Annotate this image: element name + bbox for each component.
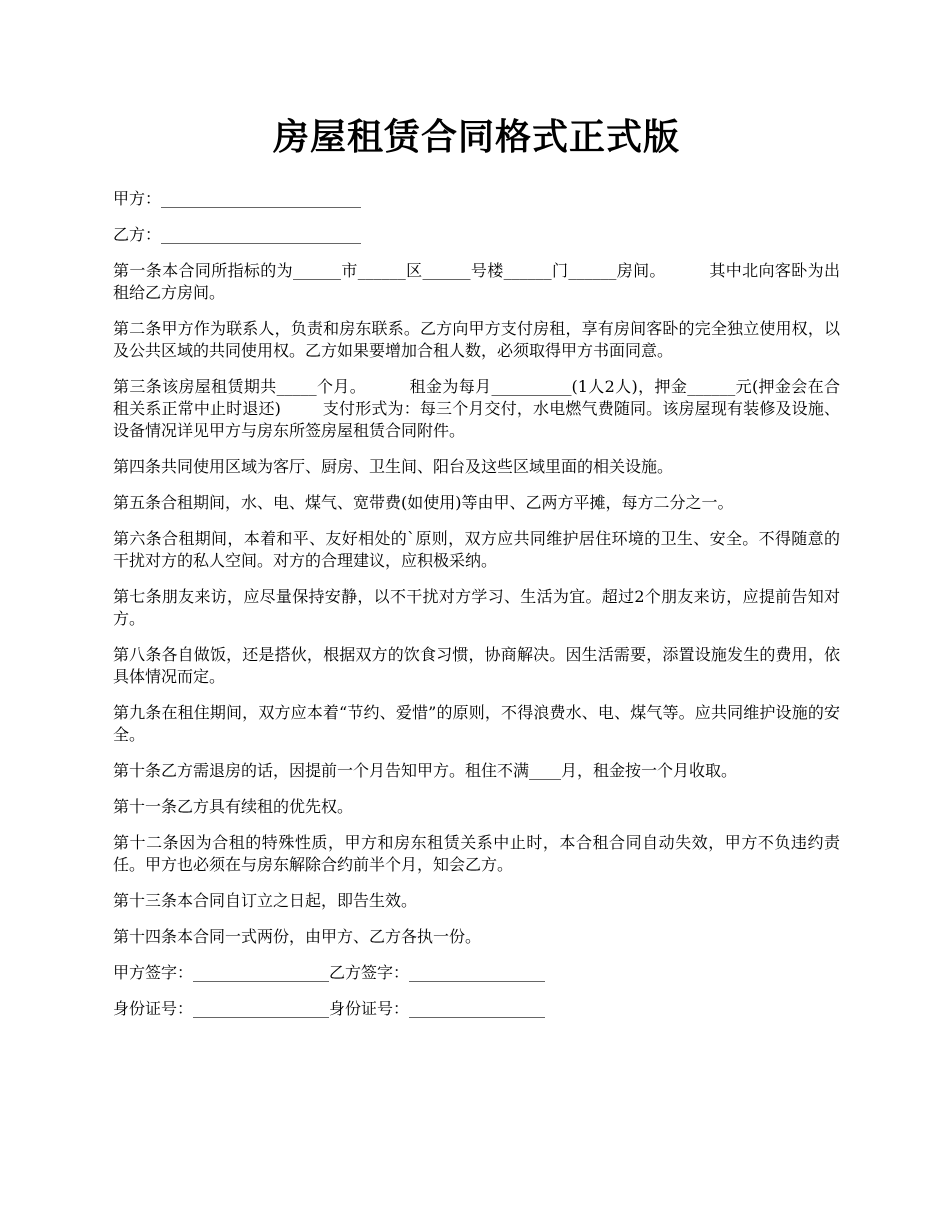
- clause-2: 第二条甲方作为联系人，负责和房东联系。乙方向甲方支付房租，享有房间客卧的完全独立使用权，以及公共区域的共同使用权。乙方如果要增加合租人数，必须取得甲方书面同意。: [113, 319, 840, 360]
- clause-4: 第四条共同使用区域为客厅、厨房、卫生间、阳台及这些区域里面的相关设施。: [113, 457, 674, 476]
- document-title: 房屋租赁合同格式正式版: [272, 116, 680, 158]
- clause-10: 第十条乙方需退房的话，因提前一个月告知甲方。租住不满____月，租金按一个月收取。: [113, 761, 738, 780]
- clause-14: 第十四条本合同一式两份，由甲方、乙方各执一份。: [113, 927, 482, 946]
- clause-1: 第一条本合同所指标的为______市______区______号楼______门______房间。 其中北向客卧为出租给乙方房间。: [113, 261, 840, 302]
- clause-11: 第十一条乙方具有续租的优先权。: [113, 797, 354, 816]
- clause-6: 第六条合租期间，本着和平、友好相处的`原则，双方应共同维护居住环境的卫生、安全。不得随意的干扰对方的私人空间。对方的合理建议，应积极采纳。: [113, 529, 840, 570]
- party-a-line: 甲方：_________________________: [113, 189, 362, 208]
- party-b-line: 乙方：_________________________: [113, 225, 362, 244]
- clause-12: 第十二条因为合租的特殊性质，甲方和房东租赁关系中止时，本合租合同自动失效，甲方不负违约责任。甲方也必须在与房东解除合约前半个月，知会乙方。: [113, 833, 840, 874]
- document-page: [113, 110, 840, 1034]
- clause-5: 第五条合租期间，水、电、煤气、宽带费(如使用)等由甲、乙两方平摊，每方二分之一。: [113, 493, 734, 512]
- clause-9: 第九条在租住期间，双方应本着“节约、爱惜”的原则，不得浪费水、电、煤气等。应共同维护设施的安全。: [113, 703, 840, 744]
- clause-13: 第十三条本合同自订立之日起，即告生效。: [113, 891, 418, 910]
- clause-3: 第三条该房屋租赁期共_____个月。 租金为每月__________(1人2人)，押金______元(押金会在合租关系正常中止时退还) 支付形式为：每三个月交付，水电燃气费随同。该房屋现有装修及设施、设备情况详见甲方与房东所签房屋租赁合同附件。: [113, 377, 840, 440]
- clause-7: 第七条朋友来访，应尽量保持安静，以不干扰对方学习、生活为宜。超过2个朋友来访，应提前告知对方。: [113, 587, 840, 628]
- clause-8: 第八条各自做饭，还是搭伙，根据双方的饮食习惯，协商解决。因生活需要，添置设施发生的费用，依具体情况而定。: [113, 645, 840, 686]
- id-number-line: 身份证号：_________________身份证号：_________________: [113, 999, 546, 1018]
- signature-line: 甲方签字：_________________乙方签字：_________________: [113, 963, 546, 982]
